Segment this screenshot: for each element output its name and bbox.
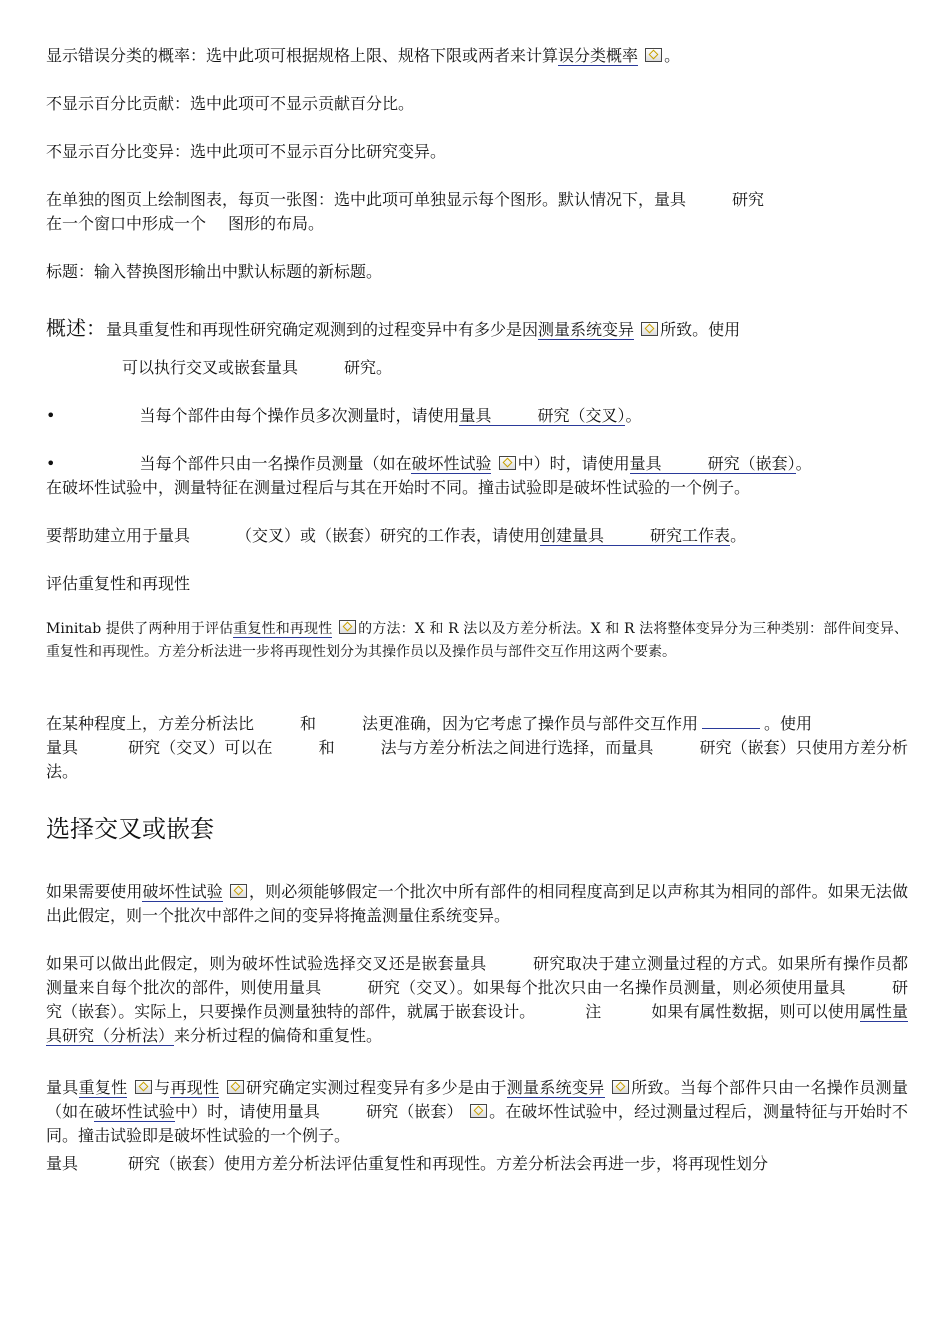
minitab-paragraph: Minitab 提供了两种用于评估重复性和再现性 的方法：X 和 R 法以及方差分析法。X 和 R 法将整体变异分为三种类别：部件间变异、重复性和再现性。方差分析法进一步将再现性划分为其操作员以及操作员与部件交互作用这两个要素。	[46, 621, 908, 660]
create-worksheet-link[interactable]: 创建量具 研究工作表	[540, 526, 731, 545]
note-label: 注	[585, 1002, 602, 1021]
paragraph-gage-study: 量具重复性 与再现性 研究确定实测过程变异有多少是由于测量系统变异 所致。当每个部件只由一名操作员测量（如在破坏性试验中）时，请使用量具 研究（嵌套） 。在破坏性试验中，经过测量过程后，测量特征与开始时不同。撞击试验即是破坏性试验的一个例子。	[46, 1078, 908, 1145]
paragraph-crossed-vs-nested: 如果可以做出此假定，则为破坏性试验选择交叉还是嵌套量具 研究取决于建立测量过程的方式。如果所有操作员都测量来自每个批次的部件，则使用量具 研究（交叉）。如果每个批次只由一名操作员测量，则必须使用量具 研究（嵌套）。实际上，只要操作员测量独特的部件，就属于嵌套设计。 注 如果有属性数据，则可以使用属性量具研究（分析法）来分析过程的偏倚和重复性。	[46, 954, 908, 1045]
bullet-dot-icon: •	[46, 454, 56, 473]
help-glossary-icon[interactable]	[645, 48, 662, 62]
attribute-gage-link[interactable]: 属性量具研究（分析法）	[46, 1002, 908, 1045]
help-glossary-icon[interactable]	[641, 322, 658, 336]
bullet-nested: • 当每个部件只由一名操作员测量（如在破坏性试验 中）时，请使用量具 研究（嵌套）。 在破坏性试验中，测量特征在测量过程后与其在开始时不同。撞击试验即是破坏性试验的一个例子。	[46, 454, 812, 497]
help-glossary-icon[interactable]	[499, 456, 516, 470]
help-glossary-icon[interactable]	[230, 884, 247, 898]
help-glossary-icon[interactable]	[227, 1080, 244, 1094]
repeatability-reproducibility-link[interactable]: 重复性和再现性	[233, 621, 333, 637]
gage-nested-link[interactable]: 量具 研究（嵌套）	[629, 454, 796, 473]
paragraph-no-study-variation: 不显示百分比变异：选中此项可不显示百分比研究变异。	[46, 142, 447, 161]
gage-crossed-link[interactable]: 量具 研究（交叉）	[459, 406, 626, 425]
paragraph-create-worksheet: 要帮助建立用于量具 （交叉）或（嵌套）研究的工作表，请使用创建量具 研究工作表。	[46, 526, 747, 545]
paragraph-title: 标题：输入替换图形输出中默认标题的新标题。	[46, 262, 383, 281]
destructive-test-link[interactable]: 破坏性试验	[142, 882, 223, 901]
misclassification-link[interactable]: 误分类概率	[558, 46, 639, 65]
bullet-dot-icon: •	[46, 406, 56, 425]
help-glossary-icon[interactable]	[135, 1080, 152, 1094]
overview-line2: 可以执行交叉或嵌套量具 研究。	[122, 358, 393, 377]
help-glossary-icon[interactable]	[612, 1080, 629, 1094]
paragraph-destructive: 如果需要使用破坏性试验 ，则必须能够假定一个批次中所有部件的相同程度高到足以声称其为相同的部件。如果无法做出此假定，则一个批次中部件之间的变异将掩盖测量住系统变异。	[46, 882, 908, 925]
paragraph-separate-pages: 在单独的图页上绘制图表，每页一张图：选中此项可单独显示每个图形。默认情况下，量具 研究 在一个窗口中形成一个 图形的布局。	[46, 190, 765, 233]
choose-heading: 选择交叉或嵌套	[46, 815, 214, 843]
paragraph-no-contribution: 不显示百分比贡献：选中此项可不显示贡献百分比。	[46, 94, 415, 113]
help-glossary-icon[interactable]	[339, 620, 356, 634]
paragraph-nested-anova: 量具 研究（嵌套）使用方差分析法评估重复性和再现性。方差分析法会再进一步，将再现性划分	[46, 1154, 769, 1173]
reproducibility-link[interactable]: 再现性	[170, 1078, 220, 1097]
help-glossary-icon[interactable]	[470, 1104, 487, 1118]
measurement-variation-link[interactable]: 测量系统变异	[506, 1078, 605, 1097]
repeatability-link[interactable]: 重复性	[78, 1078, 128, 1097]
measurement-variation-link[interactable]: 测量系统变异	[538, 320, 635, 339]
interaction-link[interactable]	[702, 728, 760, 729]
overview-paragraph: 概述：量具重复性和再现性研究确定观测到的过程变异中有多少是因测量系统变异 所致。使用	[46, 316, 741, 340]
paragraph-misclassification: 显示错误分类的概率：选中此项可根据规格上限、规格下限或两者来计算误分类概率 。	[46, 46, 681, 65]
bullet-crossed: • 当每个部件由每个操作员多次测量时，请使用量具 研究（交叉）。	[46, 406, 642, 425]
overview-heading: 概述：	[46, 316, 106, 340]
destructive-test-link[interactable]: 破坏性试验	[411, 454, 492, 473]
paragraph-anova-accuracy: 在某种程度上，方差分析法比 和 法更准确，因为它考虑了操作员与部件交互作用 。使用 量具 研究（交叉）可以在 和 法与方差分析法之间进行选择，而量具 研究（嵌套）只使用方差分析法。	[46, 714, 908, 781]
destructive-test-link[interactable]: 破坏性试验	[94, 1102, 175, 1121]
eval-heading: 评估重复性和再现性	[46, 574, 191, 593]
